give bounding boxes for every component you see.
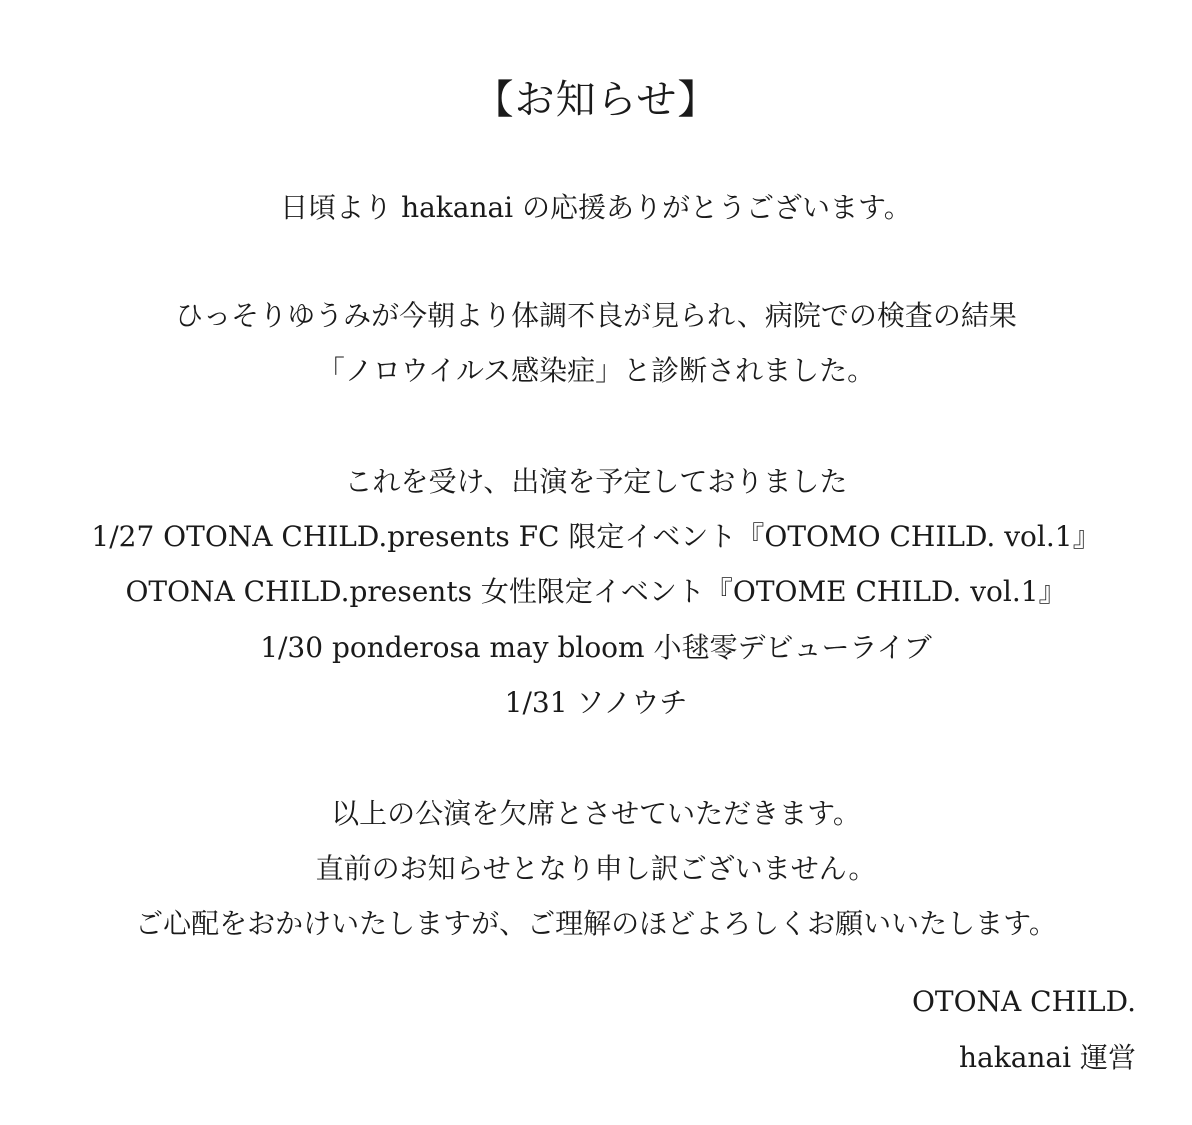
closing-text-line-3: ご心配をおかけいたしますが、ご理解のほどよろしくお願いいたします。: [135, 907, 1057, 940]
closing-text-line-2: 直前のお知らせとなり申し訳ございません。: [315, 852, 877, 885]
event-item: 1/30 ponderosa may bloom 小毬零デビューライブ: [260, 631, 932, 664]
event-item: 1/27 OTONA CHILD.presents FC 限定イベント『OTOMO CHILD. vol.1』: [91, 520, 1101, 553]
illness-text-line-1: ひっそりゆうみが今朝より体調不良が見られ、病院での検査の結果: [175, 299, 1017, 332]
closing-text-line-1: 以上の公演を欠席とさせていただきます。: [331, 797, 861, 830]
notice-title: 【お知らせ】: [473, 77, 719, 123]
illness-text-line-2: 「ノロウイルス感染症」と診断されました。: [316, 354, 876, 387]
event-item: 1/31 ソノウチ: [504, 686, 688, 719]
greeting-text: 日頃より hakanai の応援ありがとうございます。: [280, 191, 912, 224]
signature-team: hakanai 運営: [959, 1041, 1136, 1074]
event-item: OTONA CHILD.presents 女性限定イベント『OTOME CHILD. vol.1』: [125, 575, 1067, 608]
events-intro: これを受け、出演を予定しておりました: [344, 465, 848, 498]
signature-org: OTONA CHILD.: [911, 985, 1136, 1018]
